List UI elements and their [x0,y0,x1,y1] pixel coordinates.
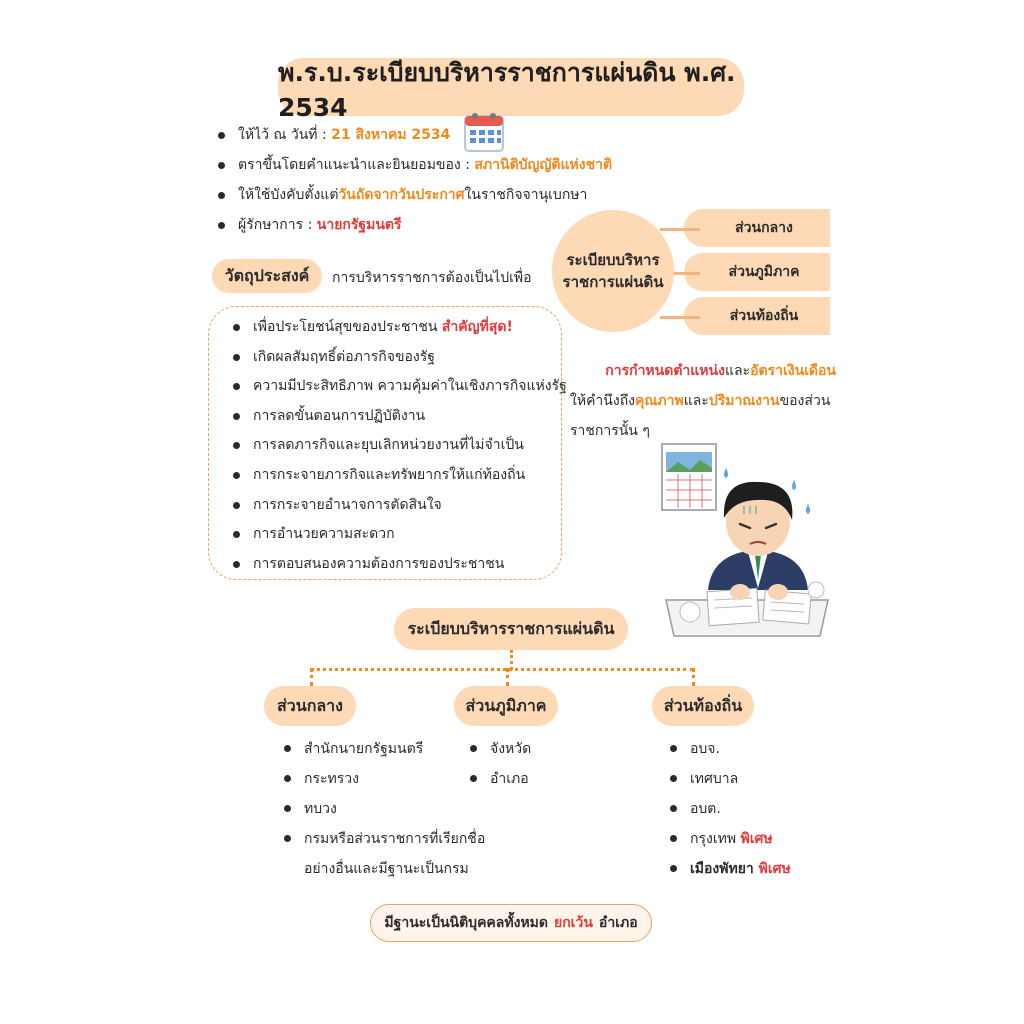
objective-heading: วัตถุประสงค์ [212,259,322,293]
objective-item: การกระจายภารกิจและทรัพยากรให้แก่ท้องถิ่น [227,461,561,491]
tree-root: ระเบียบบริหารราชการแผ่นดิน [394,608,628,650]
objective-intro: การบริหารราชการต้องเป็นไปเพื่อ [332,270,532,286]
objective-item: การลดภารกิจและยุบเลิกหน่วยงานที่ไม่จำเป็น [227,431,561,461]
objective-item: เกิดผลสัมฤทธิ์ต่อภารกิจของรัฐ [227,343,561,373]
tree-local-list [664,734,791,884]
branch-regional: ส่วนภูมิภาค [684,253,830,291]
footer-note [370,904,652,942]
tree-central-label: ส่วนกลาง [264,686,356,726]
footer-subject: อำเภอ [598,915,638,931]
list-item: สำนักนายกรัฐมนตรี [278,734,518,764]
stressed-worker-illustration [660,440,836,640]
objective-item: การลดขั้นตอนการปฏิบัติงาน [227,402,561,432]
objective-item: เพื่อประโยชน์สุขของประชาชน สำคัญที่สุด! [227,313,561,343]
info-date: ให้ไว้ ณ วันที่ : 21 สิงหาคม 2534 [212,120,612,150]
objective-item: การอำนวยความสะดวก [227,520,561,550]
footer-text: มีฐานะเป็นนิติบุคคลทั้งหมด [384,915,548,931]
info-effective: ให้ใช้บังคับตั้งแต่วันถัดจากวันประกาศในราชกิจจานุเบกษา [212,180,612,210]
objective-list [227,313,567,579]
branch-connector [660,316,700,319]
list-item: เมืองพัทยา พิเศษ [664,854,791,884]
salary-note-line2: ให้คำนึงถึงคุณภาพและปริมาณงานของส่วนราชการนั้น ๆ [570,393,831,439]
info-list [212,120,612,240]
info-keeper: ผู้รักษาการ : นายกรัฐมนตรี [212,210,612,240]
branch-local: ส่วนท้องถิ่น [684,297,830,335]
page-title: พ.ร.บ.ระเบียบบริหารราชการแผ่นดิน พ.ศ. 2534 [278,58,744,116]
list-item: กระทรวง [278,764,518,794]
objective-item: ความมีประสิทธิภาพ ความคุ้มค่าในเชิงภารกิจแห่งรัฐ [227,372,561,402]
tree-connector [310,668,313,686]
list-item: อำเภอ [464,764,531,794]
tree-connector [510,650,513,670]
tree-regional-list [464,734,531,794]
objective-item: การตอบสนองความต้องการของประชาชน [227,550,561,580]
branch-connector [660,228,700,231]
list-item: จังหวัด [464,734,531,764]
salary-note-line1: การกำหนดตำแหน่งและอัตราเงินเดือน [605,363,836,379]
tree-connector [506,668,509,686]
list-item: อบจ. [664,734,791,764]
objective-item: การกระจายอำนาจการตัดสินใจ [227,491,561,521]
list-item: กรุงเทพ พิเศษ [664,824,791,854]
list-item: กรมหรือส่วนราชการที่เรียกชื่ออย่างอื่นและมีฐานะเป็นกรม [278,824,514,884]
list-item: ทบวง [278,794,518,824]
tree-regional-label: ส่วนภูมิภาค [454,686,558,726]
structure-center-line2: ราชการแผ่นดิน [562,273,664,291]
tree-connector [310,668,694,671]
footer-except: ยกเว้น [554,915,593,931]
list-item: อบต. [664,794,791,824]
list-item: เทศบาล [664,764,791,794]
tree-connector [692,668,695,686]
structure-center-line1: ระเบียบบริหาร [566,251,660,269]
info-enacted-by: ตราขึ้นโดยคำแนะนำและยินยอมของ : สภานิติบัญญัติแห่งชาติ [212,150,612,180]
branch-central: ส่วนกลาง [684,209,830,247]
objective-box [208,306,567,580]
structure-center [552,210,674,332]
tree-local-label: ส่วนท้องถิ่น [652,686,754,726]
